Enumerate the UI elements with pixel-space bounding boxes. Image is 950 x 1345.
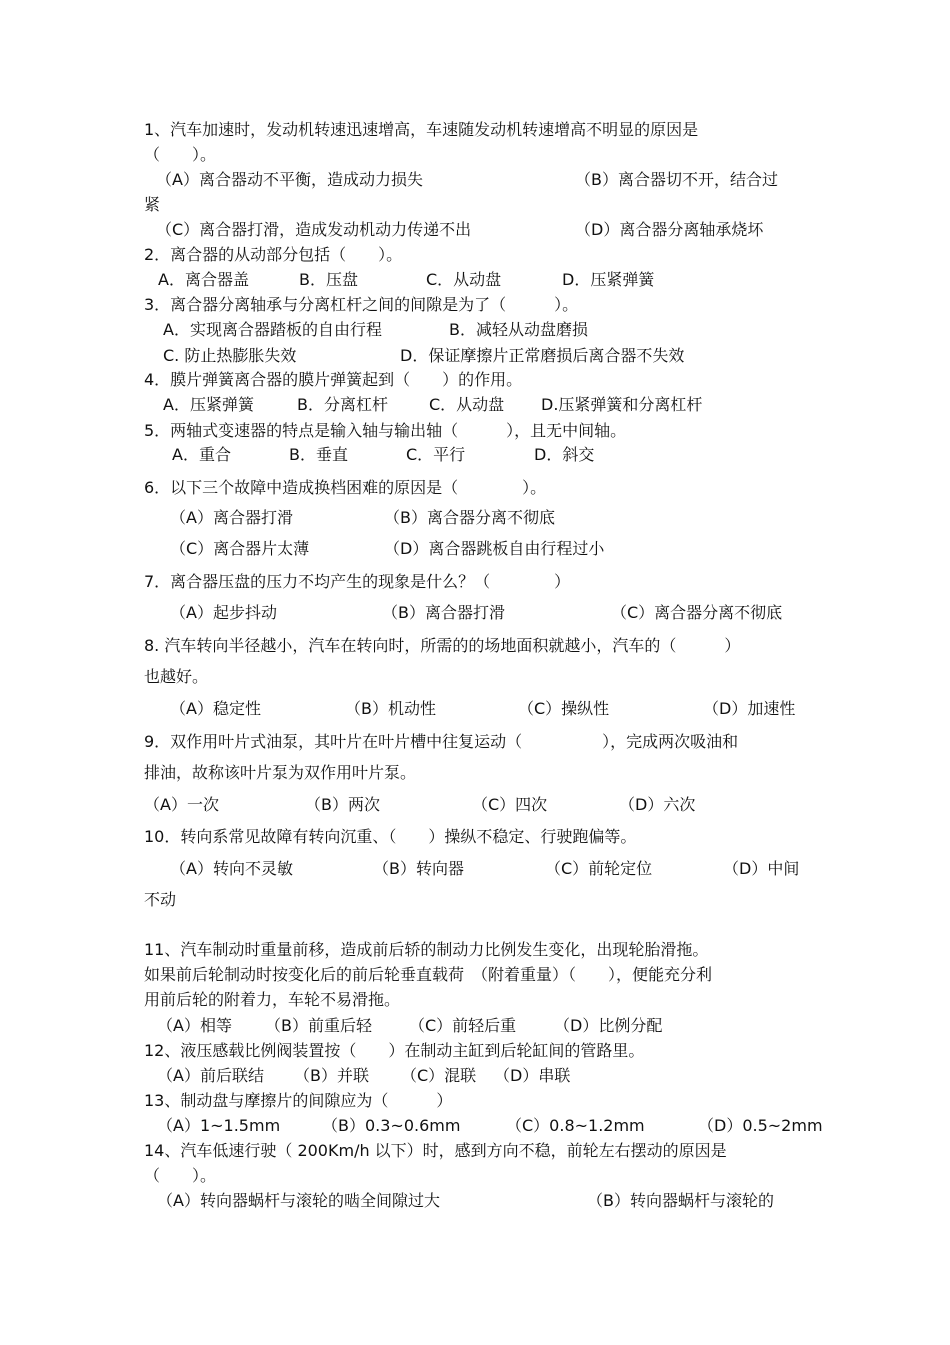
q9-option-c: （C）四次 (472, 795, 548, 814)
q9-option-d: （D）六次 (619, 795, 696, 814)
q9-option-b: （B）两次 (305, 795, 380, 814)
q10-option-d: （D）中间 (723, 859, 800, 878)
q13-stem: 13、制动盘与摩擦片的间隙应为（ ） (144, 1091, 453, 1110)
q1-option-b: （B）离合器切不开，结合过 (575, 170, 778, 189)
q1-option-d: （D）离合器分离轴承烧坏 (575, 220, 764, 239)
q2-stem: 2．离合器的从动部分包括（ ）。 (144, 245, 403, 264)
q3-stem: 3．离合器分离轴承与分离杠杆之间的间隙是为了（ ）。 (144, 295, 579, 314)
q11-stem-line-3: 用前后轮的附着力，车轮不易滑拖。 (144, 990, 401, 1009)
q4-stem: 4．膜片弹簧离合器的膜片弹簧起到（ ）的作用。 (144, 370, 523, 389)
q10-option-d-continued: 不动 (144, 890, 177, 909)
q9-stem-continued: 排油，故称该叶片泵为双作用叶片泵。 (144, 763, 417, 782)
q7-option-a: （A）起步抖动 (170, 603, 277, 622)
q8-option-c: （C）操纵性 (518, 699, 610, 718)
q5-option-b: B．垂直 (289, 445, 348, 464)
q12-stem: 12、液压感载比例阀装置按（ ）在制动主缸到后轮缸间的管路里。 (144, 1041, 645, 1060)
q4-option-b: B．分离杠杆 (297, 395, 388, 414)
q10-stem: 10．转向系常见故障有转向沉重、（ ）操纵不稳定、行驶跑偏等。 (144, 827, 637, 846)
q8-stem: 8. 汽车转向半径越小，汽车在转向时，所需的的场地面积就越小，汽车的（ ） (144, 636, 741, 655)
q6-option-a: （A）离合器打滑 (170, 508, 293, 527)
q10-option-a: （A）转向不灵敏 (170, 859, 293, 878)
q14-option-a: （A）转向器蜗杆与滚轮的啮全间隙过大 (157, 1191, 440, 1210)
q13-option-b: （B）0.3~0.6mm (322, 1116, 461, 1135)
q1-option-c: （C）离合器打滑，造成发动机动力传递不出 (156, 220, 472, 239)
q1-option-a: （A）离合器动不平衡，造成动力损失 (156, 170, 423, 189)
q11-option-d: （D）比例分配 (554, 1016, 663, 1035)
q1-stem: 1、汽车加速时，发动机转速迅速增高，车速随发动机转速增高不明显的原因是 (144, 120, 699, 139)
q12-option-a: （A）前后联结 (157, 1066, 264, 1085)
q5-option-c: C．平行 (406, 445, 466, 464)
q11-stem-line-2: 如果前后轮制动时按变化后的前后轮垂直载荷 （附着重量）（ ），便能充分利 (144, 965, 713, 984)
q2-option-c: C．从动盘 (426, 270, 502, 289)
q12-option-b: （B）并联 (294, 1066, 369, 1085)
q1-option-b-continued: 紧 (144, 195, 161, 214)
q9-stem: 9．双作用叶片式油泵，其叶片在叶片槽中往复运动（ ），完成两次吸油和 (144, 732, 739, 751)
q13-option-c: （C）0.8~1.2mm (506, 1116, 645, 1135)
q12-option-c: （C）混联 (401, 1066, 477, 1085)
q1-answer-blank: （ ）。 (144, 145, 217, 164)
q3-option-a: A．实现离合器踏板的自由行程 (163, 320, 382, 339)
q11-option-b: （B）前重后轻 (265, 1016, 372, 1035)
q5-option-a: A．重合 (172, 445, 231, 464)
q6-option-d: （D）离合器跳板自由行程过小 (384, 539, 605, 558)
q6-stem: 6．以下三个故障中造成换档困难的原因是（ ）。 (144, 478, 547, 497)
q11-stem: 11、汽车制动时重量前移，造成前后轿的制动力比例发生变化，出现轮胎滑拖。 (144, 940, 709, 959)
q13-option-d: （D）0.5~2mm (698, 1116, 823, 1135)
q7-stem: 7．离合器压盘的压力不均产生的现象是什么？（ ） (144, 572, 571, 591)
q3-option-d: D．保证摩擦片正常磨损后离合器不失效 (400, 346, 685, 365)
q6-option-c: （C）离合器片太薄 (170, 539, 310, 558)
q8-option-a: （A）稳定性 (170, 699, 261, 718)
q9-option-a: （A）一次 (144, 795, 219, 814)
q8-stem-continued: 也越好。 (144, 667, 209, 686)
q8-option-d: （D）加速性 (703, 699, 796, 718)
q5-stem: 5．两轴式变速器的特点是输入轴与输出轴（ ），且无中间轴。 (144, 421, 627, 440)
q14-stem: 14、汽车低速行驶（ 200Km/h 以下）时，感到方向不稳，前轮左右摆动的原因是 (144, 1141, 727, 1160)
q6-option-b: （B）离合器分离不彻底 (384, 508, 555, 527)
q11-option-a: （A）相等 (157, 1016, 232, 1035)
q11-option-c: （C）前轻后重 (409, 1016, 517, 1035)
q8-option-b: （B）机动性 (345, 699, 436, 718)
q2-option-b: B．压盘 (299, 270, 358, 289)
q7-option-c: （C）离合器分离不彻底 (611, 603, 783, 622)
q10-option-c: （C）前轮定位 (545, 859, 653, 878)
q2-option-d: D．压紧弹簧 (562, 270, 655, 289)
q14-answer-blank: （ ）。 (144, 1166, 217, 1185)
q13-option-a: （A）1~1.5mm (157, 1116, 281, 1135)
q4-option-d: D.压紧弹簧和分离杠杆 (541, 395, 703, 414)
q3-option-c: C. 防止热膨胀失效 (163, 346, 297, 365)
q3-option-b: B．减轻从动盘磨损 (449, 320, 588, 339)
q10-option-b: （B）转向器 (373, 859, 464, 878)
q5-option-d: D．斜交 (534, 445, 595, 464)
q7-option-b: （B）离合器打滑 (382, 603, 505, 622)
q2-option-a: A．离合器盖 (158, 270, 249, 289)
q4-option-c: C．从动盘 (429, 395, 505, 414)
q14-option-b: （B）转向器蜗杆与滚轮的 (587, 1191, 774, 1210)
q12-option-d: （D）串联 (494, 1066, 571, 1085)
q4-option-a: A．压紧弹簧 (163, 395, 254, 414)
